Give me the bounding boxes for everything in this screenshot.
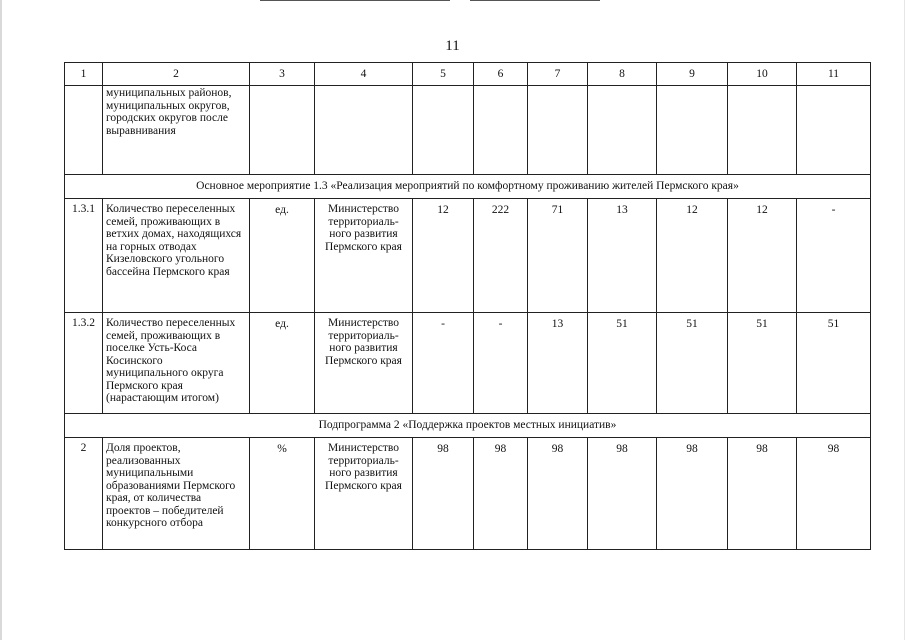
unit-cell: ед. <box>250 313 315 414</box>
header-cell: 1 <box>65 63 103 86</box>
value-cell <box>474 86 528 175</box>
value-cell: 12 <box>413 199 474 313</box>
unit-cell <box>250 86 315 175</box>
page-number: 11 <box>445 38 460 54</box>
value-cell: 51 <box>797 313 871 414</box>
header-cell: 5 <box>413 63 474 86</box>
indicator-name-cell: Количество переселенных семей, проживающих в ветхих домах, находящихся на горных отводах Кизеловского угольного бассейна Пермского края <box>103 199 250 313</box>
row-number-cell <box>65 86 103 175</box>
table-row-2 <box>65 438 871 550</box>
value-cell <box>528 86 588 175</box>
value-cell: 51 <box>657 313 728 414</box>
value-cell <box>728 86 797 175</box>
row-number-cell: 1.3.1 <box>65 199 103 313</box>
scan-edge-left <box>0 0 2 640</box>
value-cell <box>588 86 657 175</box>
responsible-cell: Министерство территориаль-ного развития Пермского края <box>315 313 413 414</box>
value-cell: 12 <box>728 199 797 313</box>
value-cell: 13 <box>588 199 657 313</box>
header-row <box>65 63 871 86</box>
value-cell: 98 <box>528 438 588 550</box>
scan-top-line <box>260 0 450 1</box>
header-cell: 11 <box>797 63 871 86</box>
value-cell: 98 <box>728 438 797 550</box>
section-row-1-3 <box>65 175 871 199</box>
value-cell: - <box>413 313 474 414</box>
table-row-continued <box>65 86 871 175</box>
header-cell: 9 <box>657 63 728 86</box>
row-number-cell: 1.3.2 <box>65 313 103 414</box>
value-cell: 71 <box>528 199 588 313</box>
section-title: Подпрограмма 2 «Поддержка проектов местных инициатив» <box>65 414 871 438</box>
header-cell: 10 <box>728 63 797 86</box>
value-cell: 222 <box>474 199 528 313</box>
value-cell: 98 <box>657 438 728 550</box>
value-cell: 51 <box>728 313 797 414</box>
header-cell: 6 <box>474 63 528 86</box>
value-cell: - <box>797 199 871 313</box>
header-cell: 4 <box>315 63 413 86</box>
value-cell <box>413 86 474 175</box>
responsible-cell: Министерство территориаль-ного развития Пермского края <box>315 199 413 313</box>
value-cell: 98 <box>797 438 871 550</box>
indicator-name-cell: Количество переселенных семей, проживающих в поселке Усть-Коса Косинского муниципального округа Пермского края (нарастающим итогом) <box>103 313 250 414</box>
header-cell: 8 <box>588 63 657 86</box>
value-cell: 12 <box>657 199 728 313</box>
indicator-name-cell: Доля проектов, реализованных муниципальными образованиями Пермского края, от количества проектов – победителей конкурсного отбора <box>103 438 250 550</box>
indicator-name-cell: муниципальных районов, муниципальных округов, городских округов после выравнивания <box>103 86 250 175</box>
value-cell: 98 <box>474 438 528 550</box>
value-cell: 13 <box>528 313 588 414</box>
responsible-cell <box>315 86 413 175</box>
value-cell: 51 <box>588 313 657 414</box>
section-title: Основное мероприятие 1.3 «Реализация мероприятий по комфортному проживанию жителей Пермского края» <box>65 175 871 199</box>
section-row-subprogram-2 <box>65 414 871 438</box>
value-cell <box>657 86 728 175</box>
row-number-cell: 2 <box>65 438 103 550</box>
value-cell <box>797 86 871 175</box>
responsible-cell: Министерство территориаль-ного развития Пермского края <box>315 438 413 550</box>
header-cell: 3 <box>250 63 315 86</box>
unit-cell: ед. <box>250 199 315 313</box>
value-cell: 98 <box>588 438 657 550</box>
value-cell: 98 <box>413 438 474 550</box>
value-cell: - <box>474 313 528 414</box>
indicator-table <box>64 62 871 550</box>
table-row-1-3-1 <box>65 199 871 313</box>
table-row-1-3-2 <box>65 313 871 414</box>
scan-top-line <box>470 0 600 1</box>
header-cell: 7 <box>528 63 588 86</box>
unit-cell: % <box>250 438 315 550</box>
header-cell: 2 <box>103 63 250 86</box>
